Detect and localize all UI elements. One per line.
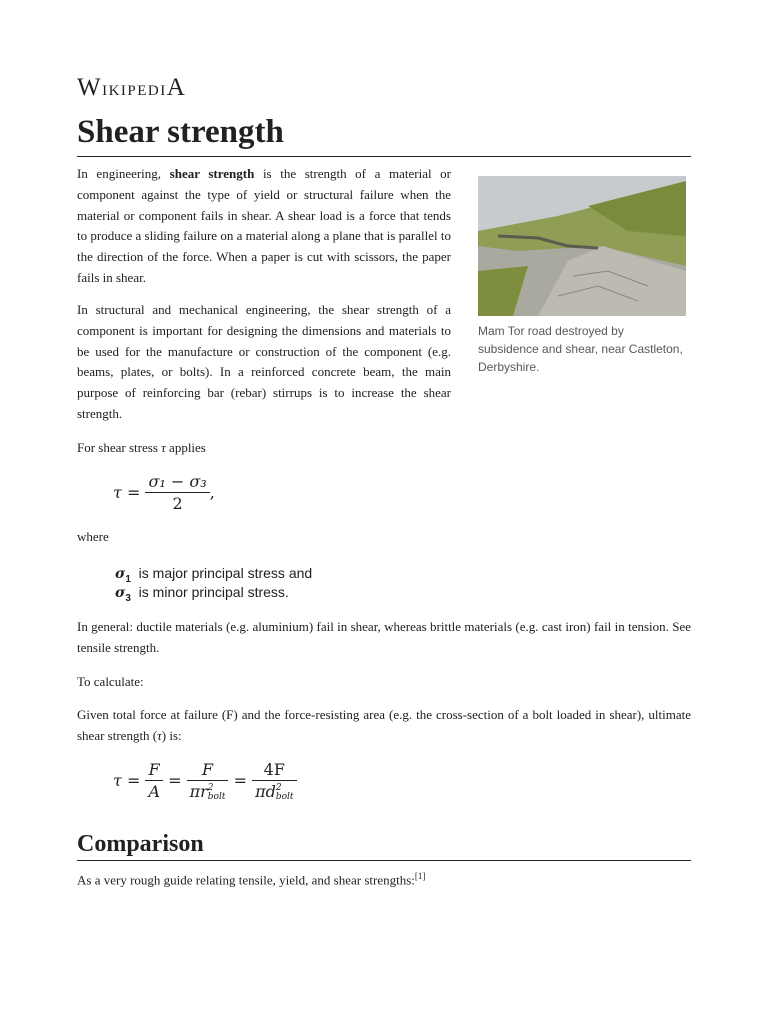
- numerator: F: [187, 760, 229, 781]
- fraction-f-pir: [187, 760, 229, 803]
- comma: ,: [209, 483, 215, 502]
- subscript: bolt: [207, 791, 226, 802]
- road-photo[interactable]: [478, 176, 686, 316]
- fraction-f-a: [145, 760, 163, 803]
- text: Given total force at failure (F) and the force-resisting area (e.g. the cross-section of a bolt loaded in shear), ultimate shear strength (: [77, 707, 691, 743]
- text: As a very rough guide relating tensile, yield, and shear strengths:: [77, 872, 415, 888]
- definition-text: is major principal stress and: [138, 565, 313, 581]
- formula-ultimate-shear: [113, 760, 297, 803]
- article-figure: [478, 176, 686, 376]
- equals-sign: =: [126, 771, 141, 790]
- logo-letter: W: [77, 74, 103, 101]
- road-photo-art: [478, 176, 686, 316]
- sigma-symbol: σ: [115, 566, 126, 582]
- sup-sub: [276, 784, 294, 802]
- fraction: [145, 472, 209, 515]
- numerator: σ₁ − σ₃: [145, 472, 209, 493]
- wikipedia-logo[interactable]: [77, 74, 186, 102]
- section-heading-comparison: Comparison: [77, 828, 691, 861]
- paragraph-given: [77, 705, 691, 747]
- text: applies: [165, 440, 206, 455]
- denominator-text: πd: [255, 782, 276, 801]
- sigma3-definition: [115, 582, 289, 609]
- reference-link[interactable]: [1]: [414, 871, 426, 881]
- denominator: [187, 781, 229, 803]
- intro-text: is the strength of a material or component against the type of yield or structural failure when the material or component fails in shear. A shear load is a force that tends to produce a sliding failure on a material along a plane that is parallel to the direction of the force. When a paper is cut with scissors, the paper fails in shear.: [77, 166, 452, 285]
- paragraph-general: In general: ductile materials (e.g. aluminium) fail in shear, whereas brittle materials (e.g. cast iron) fail in tension. See tensile strength.: [77, 619, 691, 655]
- numerator: 4F: [252, 760, 296, 781]
- text: For shear stress: [77, 440, 162, 455]
- denominator: A: [148, 782, 161, 801]
- logo-letter: A: [166, 74, 187, 101]
- superscript: 2: [275, 782, 282, 793]
- logo-text: ikipedi: [102, 75, 167, 100]
- formula-lhs: τ: [113, 483, 122, 502]
- paragraph-comparison: [77, 866, 425, 891]
- equals-sign: =: [168, 771, 182, 790]
- intro-text: In engineering,: [77, 166, 170, 181]
- denominator: [252, 781, 296, 803]
- tau-symbol: τ: [157, 727, 162, 743]
- equals-sign: =: [233, 771, 247, 790]
- to-calculate-label: To calculate:: [77, 674, 144, 689]
- paragraph-shear-stress: [77, 438, 451, 459]
- text: ) is:: [161, 727, 182, 743]
- subscript: 1: [125, 573, 131, 585]
- intro-paragraph: [77, 164, 451, 289]
- sigma-symbol: σ: [115, 585, 126, 601]
- subscript: 3: [125, 592, 131, 604]
- denominator-text: πr: [189, 782, 208, 801]
- sup-sub: [208, 784, 226, 802]
- subscript: bolt: [275, 791, 294, 802]
- intro-bold-term: shear strength: [169, 166, 255, 181]
- superscript: 2: [207, 782, 214, 793]
- fraction-4f-pid: [252, 760, 296, 803]
- definition-text: is minor principal stress.: [138, 584, 289, 600]
- where-label: where: [77, 529, 109, 544]
- equals-sign: =: [126, 483, 141, 502]
- denominator: 2: [172, 494, 183, 513]
- paragraph-structural: In structural and mechanical engineering, the shear strength of a component is important for designing the dimensions and materials to be used for the manufacture or construction of the component (e.g. beams, plates, or bolts). In a reinforced concrete beam, the main purpose of reinforcing bar (rebar) stirrups is to increase the shear strength.: [77, 302, 451, 421]
- formula-shear-stress: [113, 472, 215, 515]
- tau-symbol: τ: [161, 440, 166, 455]
- numerator: F: [145, 760, 163, 781]
- formula-lhs: τ: [113, 771, 122, 790]
- figure-caption: Mam Tor road destroyed by subsidence and shear, near Castleton, Derbyshire.: [478, 324, 683, 374]
- page-title: Shear strength: [77, 108, 691, 157]
